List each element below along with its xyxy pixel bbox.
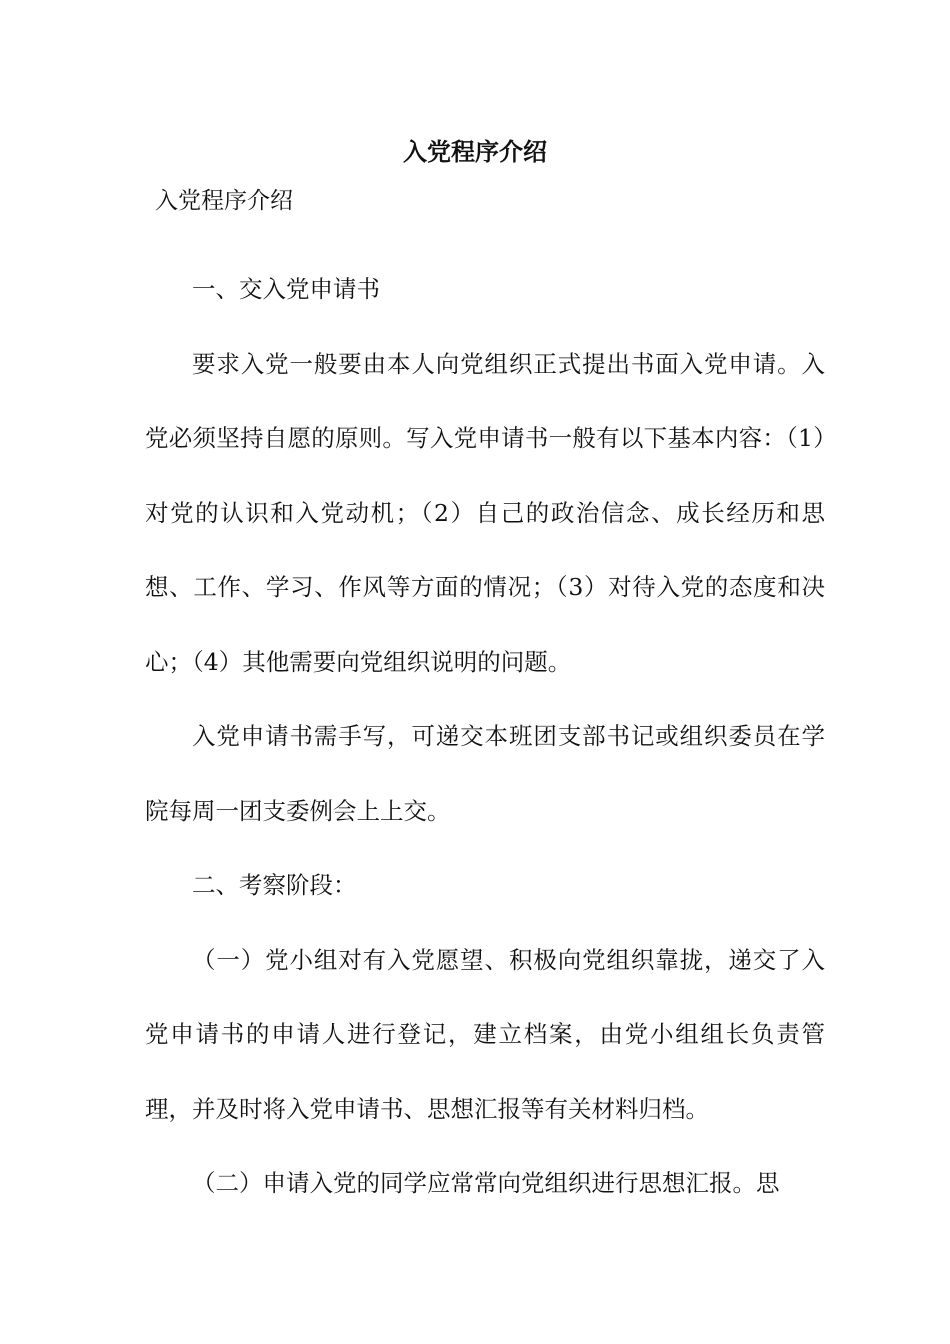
document-title: 入党程序介绍 [403, 137, 547, 166]
paragraph-thought-report: （二）申请入党的同学应常常向党组织进行思想汇报。思 [192, 1169, 780, 1197]
document-subtitle: 入党程序介绍 [155, 188, 293, 214]
paragraph-handwritten-submission: 入党申请书需手写，可递交本班团支部书记或组织委员在学院每周一团支委例会上上交。 [145, 722, 825, 825]
section-heading-inspection-stage: 二、考察阶段： [192, 871, 357, 899]
paragraph-registration-archive: （一）党小组对有入党愿望、积极向党组织靠拢，递交了入党申请书的申请人进行登记，建立档案，由党小组组长负责管理，并及时将入党申请书、思想汇报等有关材料归档。 [145, 945, 825, 1123]
document-body [145, 252, 825, 1221]
section-heading-submit-application: 一、交入党申请书 [192, 275, 380, 303]
paragraph-application-content: 要求入党一般要由本人向党组织正式提出书面入党申请。入党必须坚持自愿的原则。写入党申请书一般有以下基本内容：（1）对党的认识和入党动机；（2）自己的政治信念、成长经历和思想、工作、学习、作风等方面的情况；（3）对待入党的态度和决心；（4）其他需要向党组织说明的问题。 [145, 349, 825, 676]
